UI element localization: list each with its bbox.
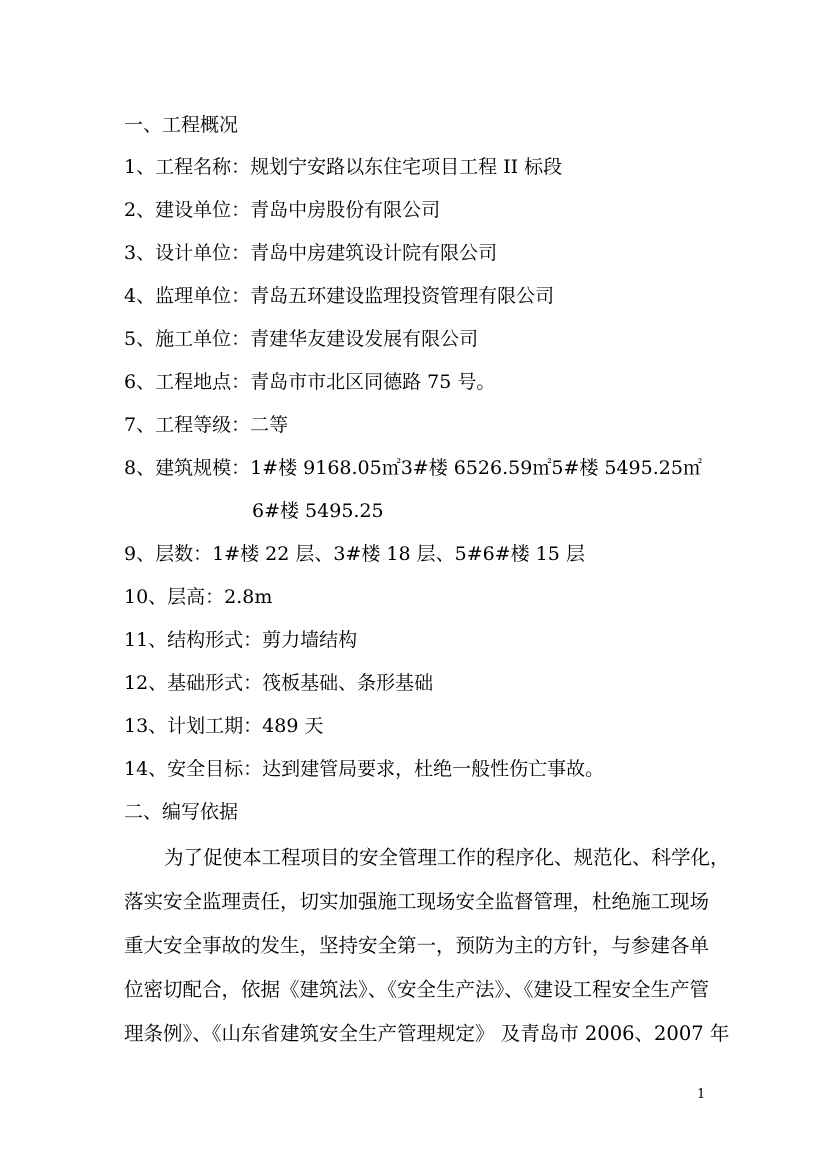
basis-paragraph-line: 为了促使本工程项目的安全管理工作的程序化、规范化、科学化， (164, 846, 730, 869)
basis-paragraph-line: 理条例》、《山东省建筑安全生产管理规定》 及青岛市 2006、2007 年 (124, 1022, 730, 1045)
item-design-unit: 3、设计单位：青岛中房建筑设计院有限公司 (124, 242, 498, 264)
item-safety-target: 14、安全目标：达到建管局要求，杜绝一般性伤亡事故。 (124, 758, 605, 780)
section-heading-overview: 一、工程概况 (124, 114, 239, 136)
section-heading-basis: 二、编写依据 (124, 801, 239, 823)
item-building-scale-continued: 6#楼 5495.25 (252, 500, 384, 522)
item-floor-height: 10、层高：2.8m (124, 586, 273, 608)
item-project-grade: 7、工程等级：二等 (124, 414, 289, 436)
item-foundation-form: 12、基础形式：筏板基础、条形基础 (124, 672, 434, 694)
item-project-location: 6、工程地点：青岛市市北区同德路 75 号。 (124, 371, 496, 393)
basis-paragraph-line: 落实安全监理责任，切实加强施工现场安全监督管理，杜绝施工现场 (124, 890, 710, 913)
item-building-scale: 8、建筑规模：1#楼 9168.05㎡3#楼 6526.59㎡5#楼 5495.25㎡ (124, 457, 702, 479)
item-project-name: 1、工程名称：规划宁安路以东住宅项目工程 II 标段 (124, 156, 563, 178)
basis-paragraph-line: 重大安全事故的发生，坚持安全第一，预防为主的方针，与参建各单 (124, 934, 710, 957)
item-floors: 9、层数：1#楼 22 层、3#楼 18 层、5#6#楼 15 层 (124, 543, 585, 565)
item-planned-duration: 13、计划工期：489 天 (124, 715, 324, 737)
item-construction-unit: 2、建设单位：青岛中房股份有限公司 (124, 199, 441, 221)
item-structure-form: 11、结构形式：剪力墙结构 (124, 629, 358, 651)
page-number: 1 (697, 1087, 706, 1102)
basis-paragraph-line: 位密切配合，依据《建筑法》、《安全生产法》、《建设工程安全生产管 (124, 978, 710, 1001)
item-builder-unit: 5、施工单位：青建华友建设发展有限公司 (124, 328, 479, 350)
item-supervision-unit: 4、监理单位：青岛五环建设监理投资管理有限公司 (124, 285, 555, 307)
